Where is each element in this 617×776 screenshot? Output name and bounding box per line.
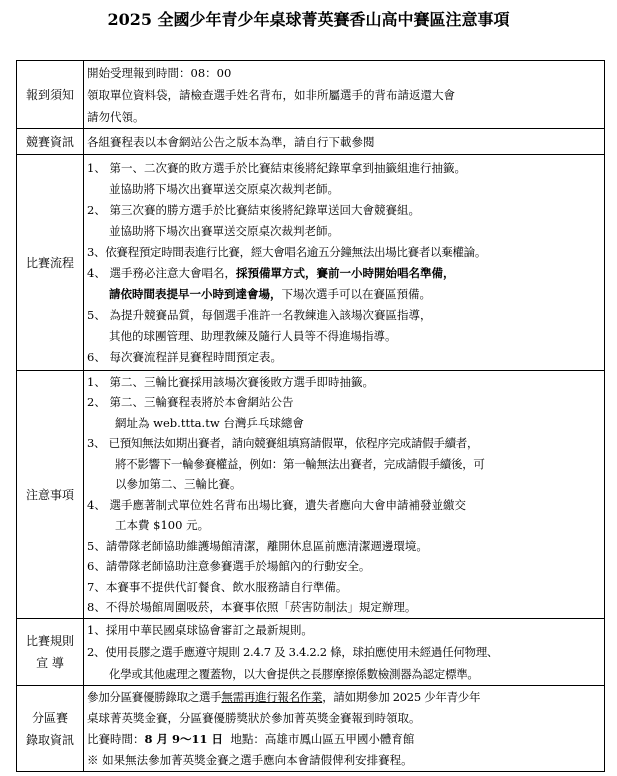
division-label-line: 分區賽 bbox=[31, 710, 68, 725]
procedure-line: 並協助將下場次出賽單送交原桌次裁判老師。 bbox=[109, 223, 339, 238]
notes-line: 將不影響下一輪參賽權益，例如：第一輪無法出賽者，完成請假手續後，可 bbox=[115, 456, 485, 471]
procedure-line: 1、 第一、二次賽的敗方選手於比賽結束後將紀錄單拿到抽籤組進行抽籤。 bbox=[87, 160, 466, 175]
procedure-bold-text: 請依時間表提早一小時到達會場， bbox=[109, 286, 282, 301]
rules-content bbox=[84, 619, 605, 686]
registration-content bbox=[84, 61, 605, 129]
notes-line: 7、本賽事不提供代訂餐食、飲水服務請自行準備。 bbox=[87, 579, 348, 594]
notes-row bbox=[17, 371, 605, 619]
rules-label-line: 比賽規則 bbox=[25, 634, 74, 648]
registration-row bbox=[17, 61, 605, 129]
notes-content bbox=[84, 371, 605, 619]
division-line: 桌球菁英獎金賽，分區賽優勝獎狀於參加菁英獎金賽報到時領取。 bbox=[87, 710, 421, 725]
division-underlined-text: 無需再進行報名作業 bbox=[221, 689, 323, 704]
registration-line: 開始受理報到時間：08：00 bbox=[87, 65, 232, 80]
division-text: 比賽時間： bbox=[87, 731, 145, 746]
notes-line: 網址為 web.ttta.tw 台灣乒乓球總會 bbox=[115, 415, 304, 430]
info-label: 競賽資訊 bbox=[17, 129, 84, 155]
registration-line: 領取單位資料袋，請檢查選手姓名背布，如非所屬選手的背布請返還大會 bbox=[87, 87, 455, 102]
procedure-text: 下場次選手可以在賽區預備。 bbox=[281, 286, 431, 301]
info-content bbox=[84, 129, 605, 155]
procedure-line: 5、 為提升競賽品質，每個選手准許一名教練進入該場次賽區指導， bbox=[87, 307, 432, 322]
procedure-line: 2、 第三次賽的勝方選手於比賽結束後將紀錄單送回大會競賽組。 bbox=[87, 202, 420, 217]
division-label-line: 錄取資訊 bbox=[25, 732, 74, 747]
notes-line: 工本費 $100 元。 bbox=[115, 518, 210, 532]
division-bold-date: 8 月 9～11 日 bbox=[144, 731, 224, 746]
notes-line: 4、 選手應著制式單位姓名背布出場比賽，遺失者應向大會申請補發並繳交 bbox=[87, 497, 466, 512]
page-title: 2025 全國少年青少年桌球菁英賽香山高中賽區注意事項 bbox=[107, 10, 510, 29]
rules-label bbox=[17, 619, 84, 686]
notes-line: 8、不得於場館周圍吸菸，本賽事依照「菸害防制法」規定辦理。 bbox=[87, 600, 417, 614]
rules-line: 化學或其他處理之覆蓋物，以大會提供之長膠摩擦係數檢測器為認定標準。 bbox=[109, 667, 479, 681]
procedure-bold-text: 採預備單方式，賽前一小時開始唱名準備， bbox=[235, 265, 455, 280]
rules-label-line: 宣 導 bbox=[36, 656, 64, 670]
procedure-line: 3、依賽程預定時間表進行比賽，經大會唱名逾五分鐘無法出場比賽者以棄權論。 bbox=[87, 244, 487, 259]
info-row bbox=[17, 129, 605, 155]
notes-line: 以參加第二、三輪比賽。 bbox=[115, 477, 242, 491]
division-line bbox=[87, 687, 604, 708]
division-content bbox=[84, 686, 605, 772]
procedure-line bbox=[87, 284, 604, 305]
procedure-line bbox=[87, 263, 604, 284]
procedure-content bbox=[84, 155, 605, 371]
info-line: 各組賽程表以本會網站公告之版本為準，請自行下載參閱 bbox=[87, 134, 375, 149]
rules-line: 1、採用中華民國桌球協會審訂之最新規則。 bbox=[87, 623, 313, 637]
procedure-label: 比賽流程 bbox=[17, 155, 84, 371]
division-row bbox=[17, 686, 605, 772]
rules-line: 2、使用長膠之選手應遵守規則 2.4.7 及 3.4.2.2 條，球拍應使用未經過任何物理、 bbox=[87, 645, 499, 659]
procedure-text: 4、 選手務必注意大會唱名， bbox=[87, 265, 236, 280]
rules-row bbox=[17, 619, 605, 686]
notes-line: 3、 已預知無法如期出賽者，請向競賽組填寫請假單，依程序完成請假手續者， bbox=[87, 436, 479, 450]
procedure-line: 其他的球團管理、助理教練及隨行人員等不得進場指導。 bbox=[109, 328, 397, 343]
division-text: ，請如期參加 2025 少年青少年 bbox=[322, 689, 481, 704]
notes-line: 1、 第二、三輪比賽採用該場次賽後敗方選手即時抽籤。 bbox=[87, 374, 374, 389]
procedure-line: 並協助將下場次出賽單送交原桌次裁判老師。 bbox=[109, 181, 339, 196]
division-line: ※ 如果無法參加菁英獎金賽之選手應向本會請假俾利安排賽程。 bbox=[87, 752, 413, 767]
division-line bbox=[87, 729, 604, 750]
notes-line: 5、請帶隊老師協助維護場館清潔，離開休息區前應清潔週邊環境。 bbox=[87, 538, 428, 553]
division-label bbox=[17, 686, 84, 772]
division-text: 地點：高雄市鳳山區五甲國小體育館 bbox=[223, 731, 415, 746]
notes-line: 2、 第二、三輪賽程表將於本會網站公告 bbox=[87, 395, 294, 409]
procedure-line: 6、 每次賽流程詳見賽程時間預定表。 bbox=[87, 349, 282, 364]
notes-label: 注意事項 bbox=[17, 371, 84, 619]
registration-label: 報到須知 bbox=[17, 61, 84, 129]
procedure-row bbox=[17, 155, 605, 371]
notes-line: 6、請帶隊老師協助注意參賽選手於場館內的行動安全。 bbox=[87, 559, 371, 573]
registration-line: 請勿代領。 bbox=[87, 109, 145, 124]
division-text: 參加分區賽優勝錄取之選手 bbox=[87, 689, 222, 704]
notice-table bbox=[16, 60, 605, 772]
